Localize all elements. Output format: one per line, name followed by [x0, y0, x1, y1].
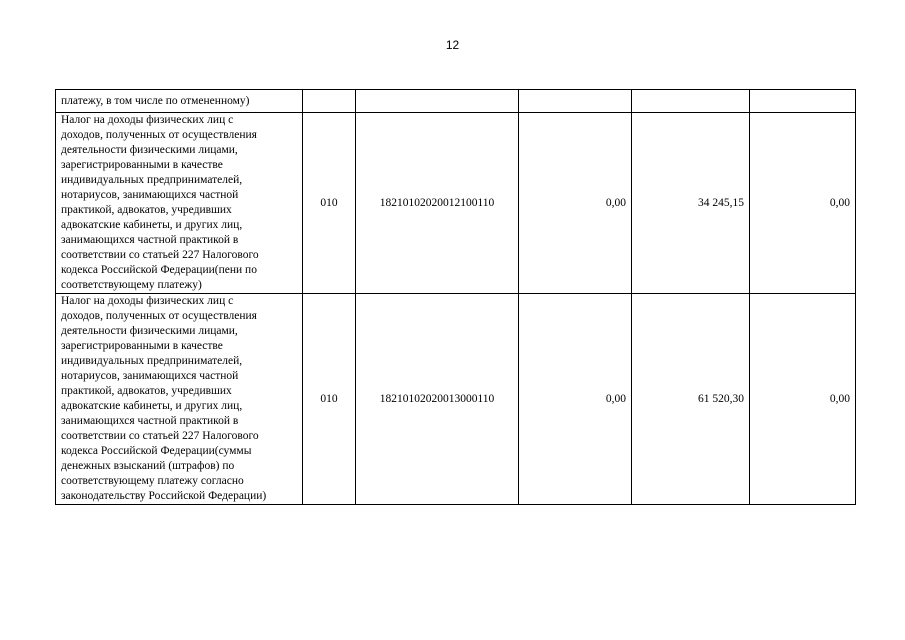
amount-cell	[632, 90, 750, 113]
kbk-cell: 18210102020012100110	[356, 113, 519, 294]
revenue-name-line: нотариусов, занимающихся частной	[61, 189, 239, 201]
revenue-name-line: деятельности физическими лицами,	[61, 144, 238, 156]
revenue-name-line: соответствующему платежу)	[61, 279, 202, 291]
table-row	[56, 113, 856, 294]
admin-code-cell	[303, 90, 356, 113]
revenue-name-line: соответствующему платежу согласно	[61, 475, 244, 487]
revenue-name-line: деятельности физическими лицами,	[61, 325, 238, 337]
amount-cell: 34 245,15	[632, 113, 750, 294]
revenue-name-line: практикой, адвокатов, учредивших	[61, 204, 232, 216]
kbk-cell: 18210102020013000110	[356, 294, 519, 505]
revenue-name-line: Налог на доходы физических лиц с	[61, 295, 234, 307]
revenue-name-line: адвокатские кабинеты, и других лиц,	[61, 219, 243, 231]
revenue-name-cell	[56, 90, 303, 113]
revenue-name-line: доходов, полученных от осуществления	[61, 310, 257, 322]
revenue-name-line: законодательству Российской Федерации)	[61, 490, 267, 502]
revenue-table	[55, 89, 856, 505]
revenue-name-cell	[56, 113, 303, 294]
admin-code-cell: 010	[303, 113, 356, 294]
revenue-name-line: адвокатские кабинеты, и других лиц,	[61, 400, 243, 412]
revenue-name-line: кодекса Российской Федерации(пени по	[61, 264, 257, 276]
revenue-name-line: индивидуальных предпринимателей,	[61, 355, 243, 367]
amount-cell: 61 520,30	[632, 294, 750, 505]
revenue-name-line: Налог на доходы физических лиц с	[61, 114, 234, 126]
revenue-name-line: соответствии со статьей 227 Налогового	[61, 249, 259, 261]
admin-code-cell: 010	[303, 294, 356, 505]
revenue-name-line: практикой, адвокатов, учредивших	[61, 385, 232, 397]
amount-cell: 0,00	[519, 113, 632, 294]
amount-cell	[750, 90, 856, 113]
page-number: 12	[445, 38, 460, 52]
amount-cell: 0,00	[750, 113, 856, 294]
revenue-name-line: платежу, в том числе по отмененному)	[61, 94, 250, 107]
revenue-name-line: соответствии со статьей 227 Налогового	[61, 430, 259, 442]
revenue-name-line: занимающихся частной практикой в	[61, 234, 239, 246]
revenue-name-line: индивидуальных предпринимателей,	[61, 174, 243, 186]
table-row	[56, 90, 856, 113]
table-row	[56, 294, 856, 505]
revenue-name-line: доходов, полученных от осуществления	[61, 129, 257, 141]
revenue-name-line: занимающихся частной практикой в	[61, 415, 239, 427]
revenue-name-line: зарегистрированными в качестве	[61, 340, 223, 352]
revenue-name-line: денежных взысканий (штрафов) по	[61, 460, 235, 472]
amount-cell: 0,00	[750, 294, 856, 505]
kbk-cell	[356, 90, 519, 113]
revenue-name-line: кодекса Российской Федерации(суммы	[61, 445, 252, 457]
revenue-name-line: зарегистрированными в качестве	[61, 159, 223, 171]
revenue-name-line: нотариусов, занимающихся частной	[61, 370, 239, 382]
revenue-name-cell	[56, 294, 303, 505]
amount-cell: 0,00	[519, 294, 632, 505]
amount-cell	[519, 90, 632, 113]
